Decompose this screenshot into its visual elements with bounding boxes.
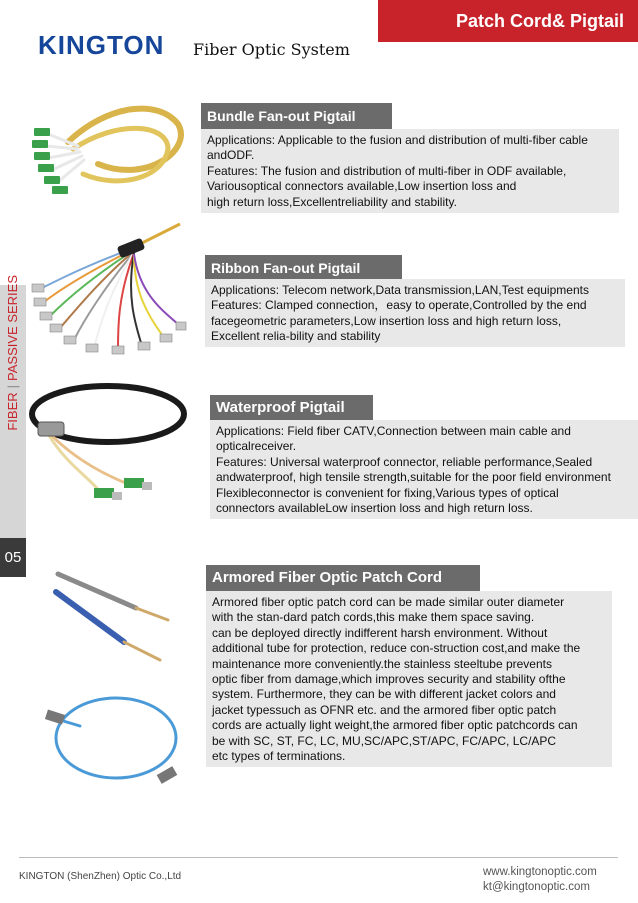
section-text-line: additional tube for protection, reduce con-struction cost,and make the (212, 641, 581, 656)
series-separator: | (5, 384, 20, 389)
section-description (201, 129, 619, 213)
section-text-line: Features: Universal waterproof connector, reliable performance,Sealed (216, 454, 593, 469)
waterproof-pigtail-image (28, 376, 188, 514)
footer-divider (19, 857, 618, 858)
section-text-line: Features: The fusion and distribution of multi-fiber in ODF available, (207, 163, 567, 178)
section-text-line: andODF. (207, 148, 255, 163)
footer-company: KINGTON (ShenZhen) Optic Co.,Ltd (19, 871, 182, 882)
section-text-line: Features: Clamped connection，easy to operate,Controlled by the end (211, 298, 587, 313)
page-number: 05 (0, 538, 26, 577)
section-text-line: andwaterproof, high tensile strength,suitable for the poor field environment (216, 470, 611, 485)
section-title: Bundle Fan-out Pigtail (201, 103, 392, 129)
section-text-line: be with SC, ST, FC, LC, MU,SC/APC,ST/APC, FC/APC, LC/APC (212, 733, 557, 748)
ribbon-fanout-pigtail-image (22, 218, 187, 358)
brand-tagline: Fiber Optic System (193, 40, 350, 59)
section-text-line: system. Furthermore, they can be with different jacket colors and (212, 687, 556, 702)
section-text-line: Applications: Applicable to the fusion and distribution of multi-fiber cable (207, 133, 588, 147)
section-text-line: optic fiber from damage,which improves security and stability ofthe (212, 672, 566, 687)
section-text-line: Applications: Telecom network,Data transmission,LAN,Test equipments (211, 283, 589, 297)
section-text-line: can be deployed directly indifferent harsh environment. Without (212, 625, 548, 640)
section-title: Waterproof Pigtail (210, 395, 373, 421)
section-text-line: etc types of terminations. (212, 749, 346, 764)
section-text-line: high return loss,Excellentreliability and stability. (207, 194, 457, 209)
series-word-fiber: FIBER (5, 392, 20, 431)
section-text-line: Excellent relia-bility and stability (211, 329, 381, 344)
section-description (205, 279, 625, 347)
section-text-line: with the stan-dard patch cords,this make them space saving. (212, 610, 535, 625)
series-label (3, 275, 23, 565)
section-text-line: connectors availableLow insertion loss and high return loss. (216, 501, 533, 516)
section-text-line: facegeometric parameters,Low insertion loss and high return loss, (211, 313, 562, 328)
footer-email-link[interactable]: kt@kingtonoptic.com (483, 881, 590, 893)
armored-patch-cord-image (40, 562, 190, 804)
footer-website-link[interactable]: www.kingtonoptic.com (483, 866, 597, 878)
section-title: Ribbon Fan-out Pigtail (205, 255, 402, 281)
section-text-line: Flexibleconnector is convenient for fixing,Various types of optical (216, 485, 559, 500)
section-description (206, 591, 612, 767)
section-text-line: cords are actually light weight,the armored fiber optic patchcords can (212, 718, 578, 733)
section-description (210, 420, 638, 519)
series-word-passive: PASSIVE SERIES (5, 275, 20, 381)
section-text-line: Applications: Field fiber CATV,Connection between main cable and (216, 424, 571, 438)
section-text-line: maintenance more conveniently.the stainless steeltube prevents (212, 656, 552, 671)
brand-logo: KINGTON (38, 30, 165, 60)
section-text-line: Variousoptical connectors available,Low insertion loss and (207, 179, 517, 194)
section-text-line: opticalreceiver. (216, 439, 297, 454)
section-text-line: Armored fiber optic patch cord can be made similar outer diameter (212, 595, 565, 609)
footer-contact (483, 865, 597, 895)
bundle-fanout-pigtail-image (28, 94, 188, 206)
section-text-line: jacket typessuch as OFNR etc. and the armored fiber optic patch (212, 702, 557, 717)
section-title: Armored Fiber Optic Patch Cord (206, 565, 480, 591)
header-banner: Patch Cord& Pigtail (378, 0, 638, 42)
